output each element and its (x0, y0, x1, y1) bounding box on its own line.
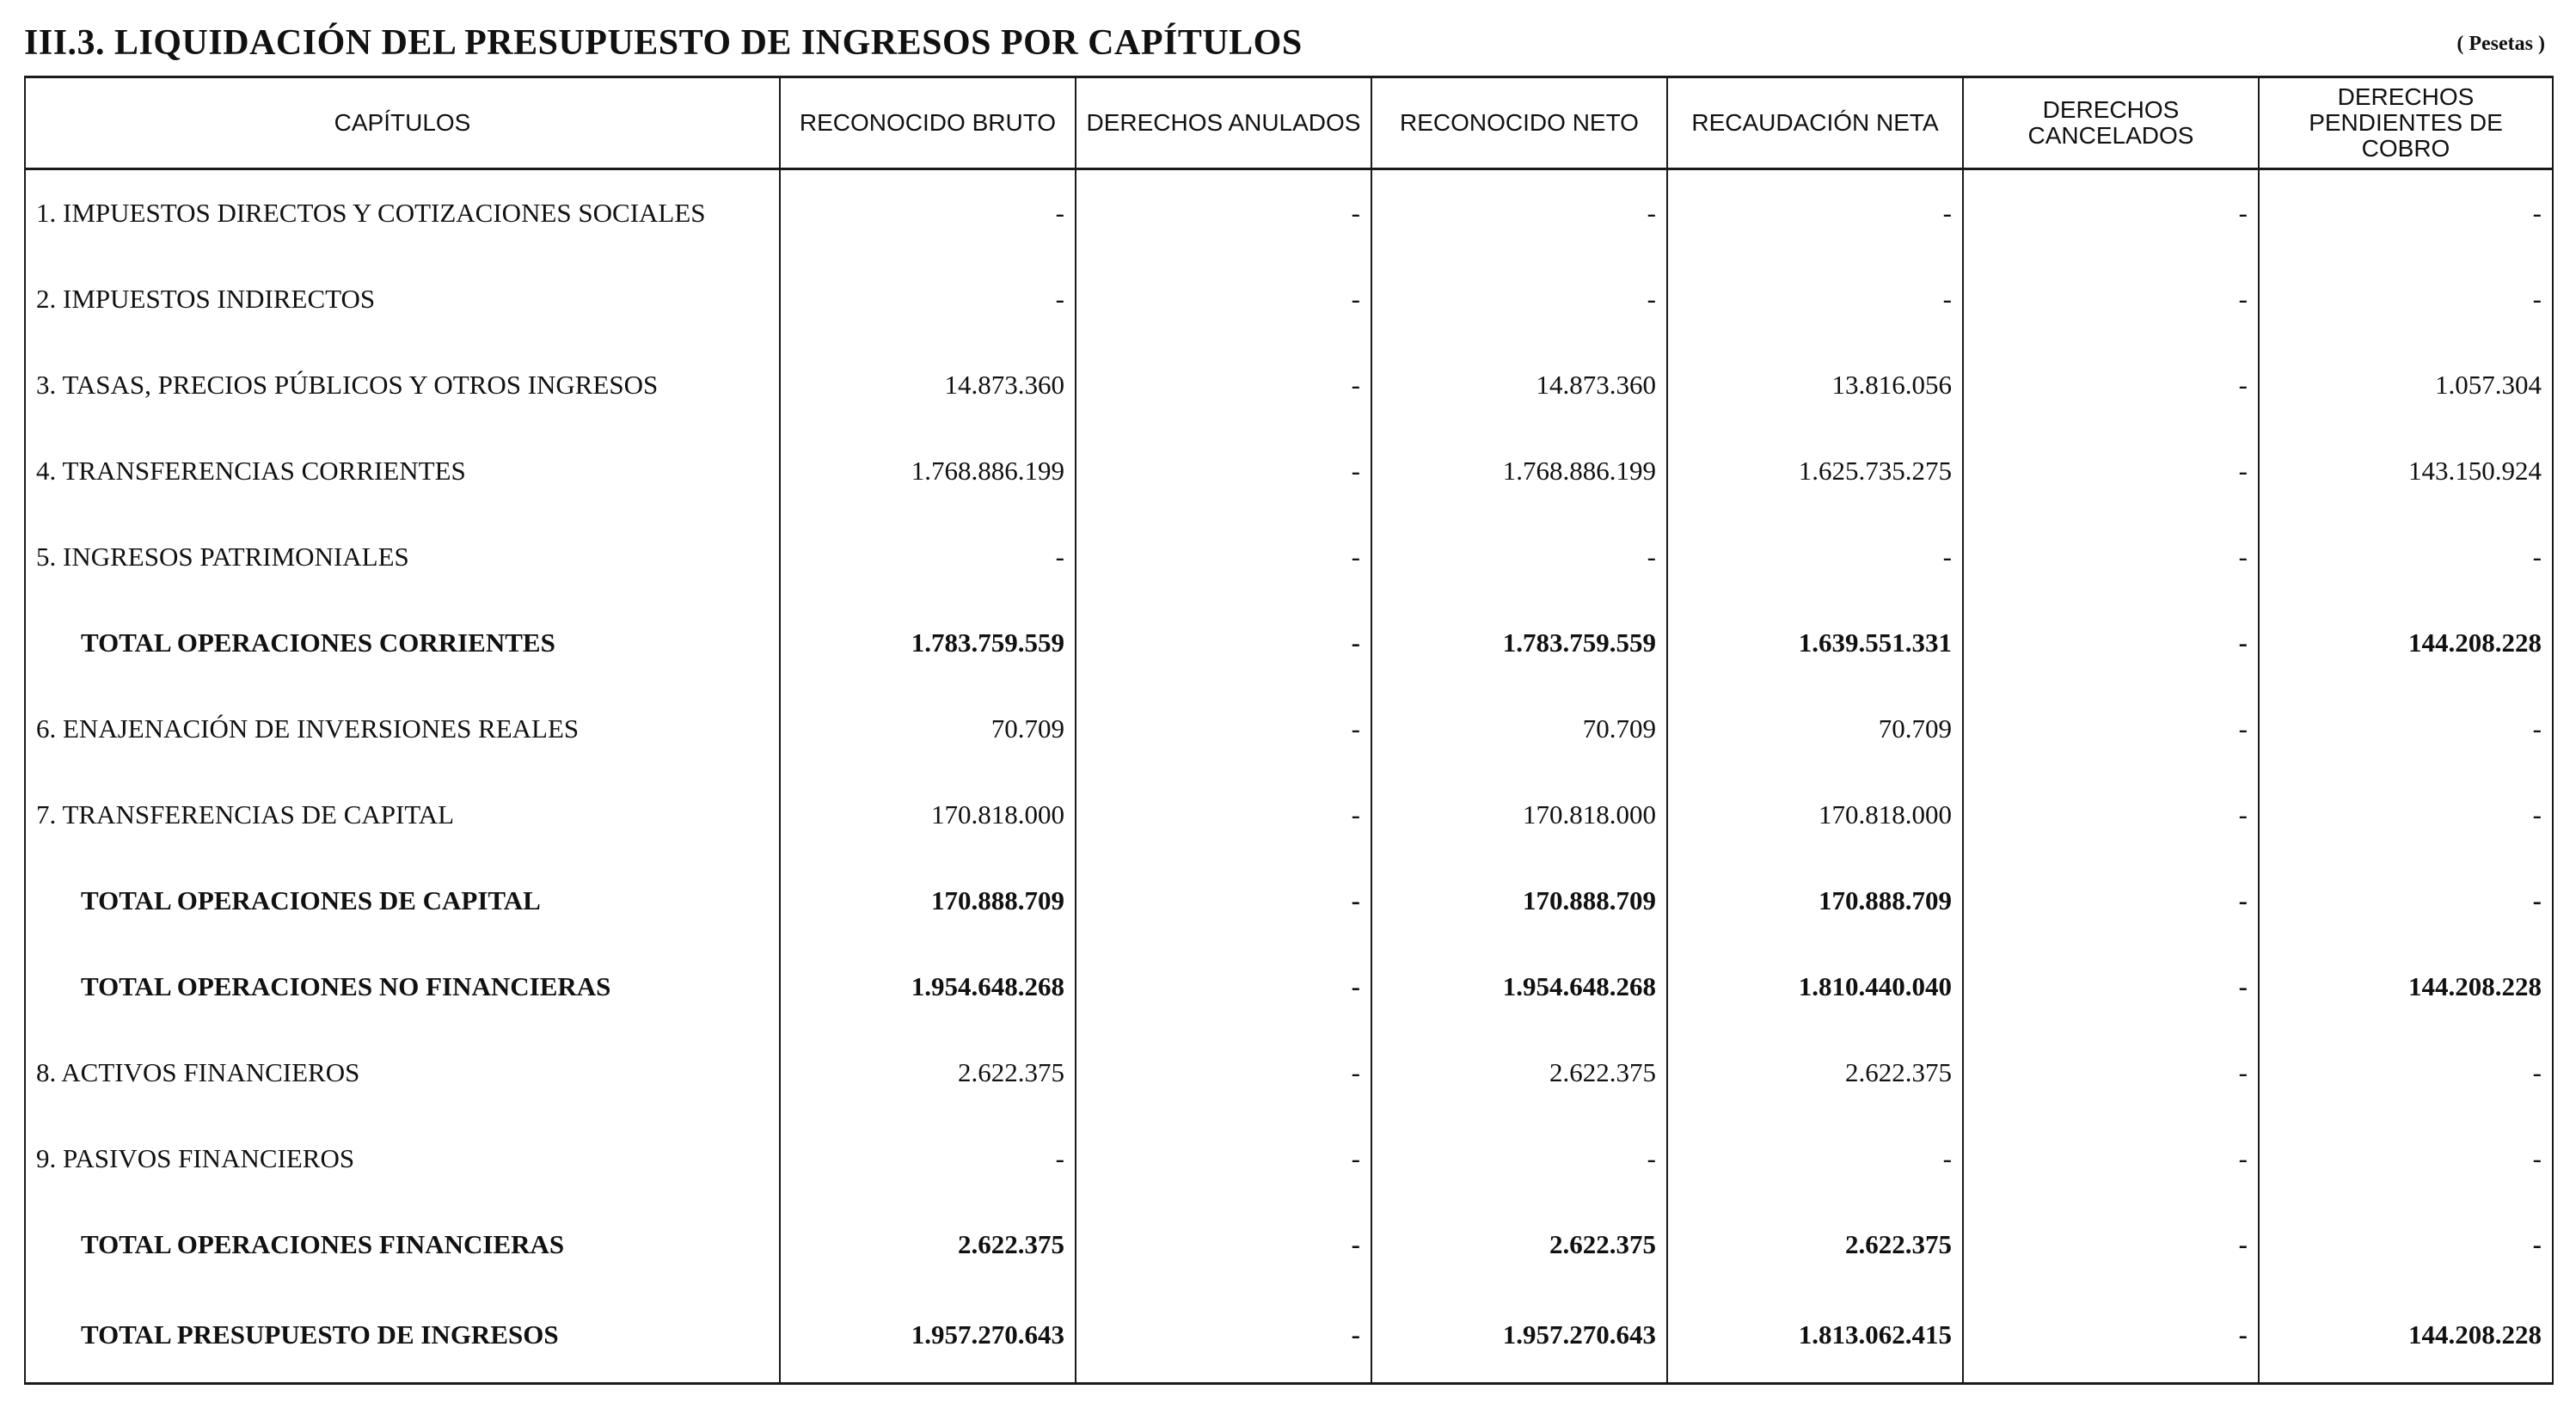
cell-derechos-pendientes: - (2259, 858, 2553, 944)
cell-derechos-anulados: - (1076, 944, 1371, 1030)
header-recaudacion-neta: RECAUDACIÓN NETA (1667, 77, 1963, 169)
cell-derechos-anulados: - (1076, 169, 1371, 257)
cell-recaudacion-neta: - (1667, 1116, 1963, 1202)
table-row (25, 342, 2553, 428)
cell-reconocido-neto: 1.954.648.268 (1371, 944, 1667, 1030)
cell-reconocido-bruto: 170.818.000 (780, 772, 1076, 858)
cell-derechos-pendientes: 144.208.228 (2259, 600, 2553, 686)
cell-reconocido-neto: 2.622.375 (1371, 1202, 1667, 1288)
row-label: TOTAL OPERACIONES NO FINANCIERAS (25, 944, 780, 1030)
row-label: 2. IMPUESTOS INDIRECTOS (25, 256, 780, 342)
header-reconocido-neto: RECONOCIDO NETO (1371, 77, 1667, 169)
cell-derechos-pendientes: - (2259, 256, 2553, 342)
cell-derechos-cancelados: - (1963, 1202, 2259, 1288)
cell-derechos-pendientes: - (2259, 1030, 2553, 1116)
cell-reconocido-neto: - (1371, 256, 1667, 342)
table-row (25, 169, 2553, 257)
cell-reconocido-bruto: - (780, 169, 1076, 257)
header-derechos-cancelados: DERECHOS CANCELADOS (1963, 77, 2259, 169)
cell-derechos-cancelados: - (1963, 772, 2259, 858)
cell-derechos-anulados: - (1076, 1116, 1371, 1202)
cell-reconocido-bruto: 170.888.709 (780, 858, 1076, 944)
cell-reconocido-bruto: 1.783.759.559 (780, 600, 1076, 686)
cell-derechos-anulados: - (1076, 858, 1371, 944)
cell-derechos-cancelados: - (1963, 1030, 2259, 1116)
cell-derechos-anulados: - (1076, 686, 1371, 772)
row-label: 8. ACTIVOS FINANCIEROS (25, 1030, 780, 1116)
cell-derechos-cancelados: - (1963, 514, 2259, 600)
cell-derechos-pendientes: - (2259, 169, 2553, 257)
row-label: TOTAL OPERACIONES DE CAPITAL (25, 858, 780, 944)
table-row-total (25, 600, 2553, 686)
cell-derechos-anulados: - (1076, 256, 1371, 342)
row-label: TOTAL PRESUPUESTO DE INGRESOS (25, 1288, 780, 1384)
cell-reconocido-neto: 70.709 (1371, 686, 1667, 772)
cell-recaudacion-neta: - (1667, 169, 1963, 257)
cell-recaudacion-neta: 1.813.062.415 (1667, 1288, 1963, 1384)
table-row (25, 428, 2553, 514)
cell-reconocido-bruto: 1.957.270.643 (780, 1288, 1076, 1384)
cell-derechos-pendientes: 143.150.924 (2259, 428, 2553, 514)
cell-derechos-cancelados: - (1963, 1288, 2259, 1384)
table-row (25, 1030, 2553, 1116)
cell-reconocido-neto: 1.783.759.559 (1371, 600, 1667, 686)
table-row (25, 772, 2553, 858)
cell-reconocido-bruto: - (780, 1116, 1076, 1202)
cell-derechos-cancelados: - (1963, 600, 2259, 686)
row-label: TOTAL OPERACIONES FINANCIERAS (25, 1202, 780, 1288)
cell-derechos-cancelados: - (1963, 944, 2259, 1030)
cell-reconocido-bruto: 1.768.886.199 (780, 428, 1076, 514)
document-title: III.3. LIQUIDACIÓN DEL PRESUPUESTO DE INGRESOS POR CAPÍTULOS (24, 23, 1303, 63)
cell-recaudacion-neta: 1.639.551.331 (1667, 600, 1963, 686)
cell-derechos-pendientes: 1.057.304 (2259, 342, 2553, 428)
cell-recaudacion-neta: 13.816.056 (1667, 342, 1963, 428)
cell-derechos-cancelados: - (1963, 169, 2259, 257)
header-reconocido-bruto: RECONOCIDO BRUTO (780, 77, 1076, 169)
row-label: 4. TRANSFERENCIAS CORRIENTES (25, 428, 780, 514)
cell-recaudacion-neta: 1.810.440.040 (1667, 944, 1963, 1030)
cell-derechos-anulados: - (1076, 428, 1371, 514)
cell-reconocido-neto: 14.873.360 (1371, 342, 1667, 428)
cell-recaudacion-neta: 1.625.735.275 (1667, 428, 1963, 514)
cell-derechos-anulados: - (1076, 1288, 1371, 1384)
cell-recaudacion-neta: 170.818.000 (1667, 772, 1963, 858)
table-row (25, 514, 2553, 600)
row-label: 6. ENAJENACIÓN DE INVERSIONES REALES (25, 686, 780, 772)
budget-income-table (24, 76, 2554, 1385)
cell-reconocido-neto: 1.768.886.199 (1371, 428, 1667, 514)
header-capitulos: CAPÍTULOS (25, 77, 780, 169)
cell-reconocido-bruto: 2.622.375 (780, 1202, 1076, 1288)
cell-derechos-anulados: - (1076, 342, 1371, 428)
cell-derechos-anulados: - (1076, 514, 1371, 600)
cell-derechos-anulados: - (1076, 600, 1371, 686)
cell-recaudacion-neta: 2.622.375 (1667, 1202, 1963, 1288)
row-label: 7. TRANSFERENCIAS DE CAPITAL (25, 772, 780, 858)
row-label: 1. IMPUESTOS DIRECTOS Y COTIZACIONES SOCIALES (25, 169, 780, 257)
cell-reconocido-neto: 170.888.709 (1371, 858, 1667, 944)
cell-reconocido-neto: 1.957.270.643 (1371, 1288, 1667, 1384)
table-row-total (25, 944, 2553, 1030)
cell-derechos-pendientes: - (2259, 686, 2553, 772)
table-row-grand-total (25, 1288, 2553, 1384)
cell-derechos-pendientes: - (2259, 772, 2553, 858)
cell-reconocido-bruto: 70.709 (780, 686, 1076, 772)
cell-recaudacion-neta: - (1667, 514, 1963, 600)
cell-derechos-pendientes: 144.208.228 (2259, 1288, 2553, 1384)
row-label: TOTAL OPERACIONES CORRIENTES (25, 600, 780, 686)
cell-derechos-anulados: - (1076, 772, 1371, 858)
cell-reconocido-bruto: - (780, 256, 1076, 342)
table-header-row (25, 77, 2553, 169)
cell-derechos-pendientes: - (2259, 1116, 2553, 1202)
cell-derechos-cancelados: - (1963, 342, 2259, 428)
cell-reconocido-neto: - (1371, 1116, 1667, 1202)
cell-derechos-cancelados: - (1963, 256, 2259, 342)
cell-derechos-cancelados: - (1963, 428, 2259, 514)
cell-reconocido-neto: - (1371, 514, 1667, 600)
cell-recaudacion-neta: - (1667, 256, 1963, 342)
cell-reconocido-neto: - (1371, 169, 1667, 257)
row-label: 3. TASAS, PRECIOS PÚBLICOS Y OTROS INGRESOS (25, 342, 780, 428)
cell-derechos-cancelados: - (1963, 858, 2259, 944)
cell-reconocido-bruto: 14.873.360 (780, 342, 1076, 428)
table-row-total (25, 1202, 2553, 1288)
cell-derechos-pendientes: - (2259, 514, 2553, 600)
table-row-total (25, 858, 2553, 944)
table-row (25, 686, 2553, 772)
cell-reconocido-neto: 2.622.375 (1371, 1030, 1667, 1116)
cell-reconocido-bruto: - (780, 514, 1076, 600)
cell-reconocido-neto: 170.818.000 (1371, 772, 1667, 858)
row-label: 5. INGRESOS PATRIMONIALES (25, 514, 780, 600)
cell-recaudacion-neta: 70.709 (1667, 686, 1963, 772)
currency-unit-note: ( Pesetas ) (2456, 33, 2545, 55)
cell-derechos-pendientes: 144.208.228 (2259, 944, 2553, 1030)
cell-derechos-cancelados: - (1963, 686, 2259, 772)
cell-derechos-anulados: - (1076, 1202, 1371, 1288)
cell-derechos-pendientes: - (2259, 1202, 2553, 1288)
cell-reconocido-bruto: 2.622.375 (780, 1030, 1076, 1116)
cell-reconocido-bruto: 1.954.648.268 (780, 944, 1076, 1030)
cell-derechos-cancelados: - (1963, 1116, 2259, 1202)
table-row (25, 1116, 2553, 1202)
header-derechos-anulados: DERECHOS ANULADOS (1076, 77, 1371, 169)
row-label: 9. PASIVOS FINANCIEROS (25, 1116, 780, 1202)
cell-recaudacion-neta: 170.888.709 (1667, 858, 1963, 944)
cell-derechos-anulados: - (1076, 1030, 1371, 1116)
header-derechos-pendientes: DERECHOS PENDIENTES DE COBRO (2259, 77, 2553, 169)
table-row (25, 256, 2553, 342)
cell-recaudacion-neta: 2.622.375 (1667, 1030, 1963, 1116)
